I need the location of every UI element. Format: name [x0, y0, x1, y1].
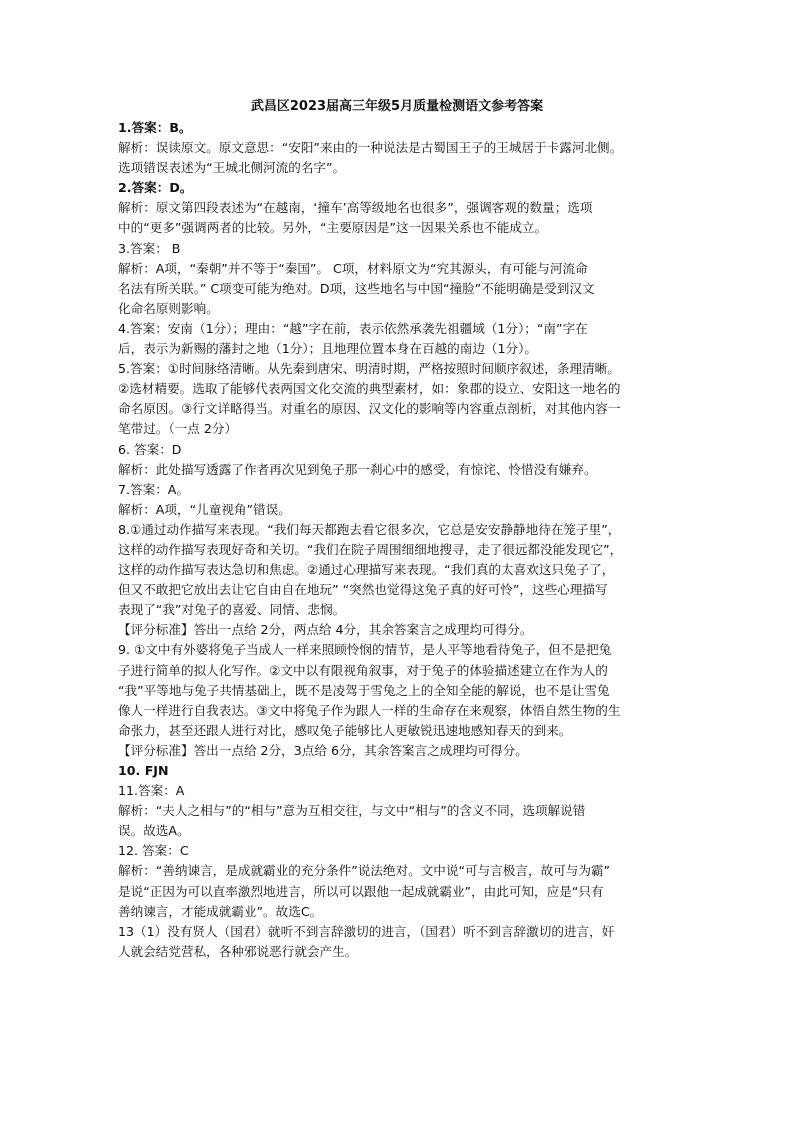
answer-line: 像人一样进行自我表达。③文中将兔子作为跟人一样的生命存在来观察，体悟自然生物的生	[118, 702, 621, 718]
analysis-line: 解析：原文第四段表述为“在越南，‘撞车’高等级地名也很多”，强调客观的数量；选项	[118, 200, 593, 216]
analysis-line: 善纳谏言，才能成就霸业”。故选C。	[118, 903, 323, 919]
answer-line-8: 8.①通过动作描写来表现。“我们每天都跑去看它很多次，它总是安安静静地待在笼子里”，	[118, 521, 621, 537]
answer-line-11: 11.答案：A	[118, 783, 185, 799]
document-title: 武昌区2023届高三年级5月质量检测语文参考答案	[250, 99, 544, 114]
analysis-line: 选项错误表述为“王城北侧河流的名字”。	[118, 160, 346, 176]
analysis-line: 名法有所关联。” C项变可能为绝对。D项，这些地名与中国“撞脸”不能明确是受到汉文	[118, 280, 595, 296]
analysis-line: 解析：此处描写透露了作者再次见到兔子那一刹心中的感受，有惊诧、怜惜没有嫌弃。	[118, 461, 597, 477]
analysis-line: 是说“正因为可以直率激烈地进言，所以可以跟他一起成就霸业”，由此可知，应是“只有	[118, 883, 604, 899]
answer-line-3: 3.答案： B	[118, 240, 181, 256]
analysis-line: 解析：A项，“秦朝”并不等于“秦国”。 C项，材料原文为“究其源头，有可能与河流命	[118, 260, 588, 276]
analysis-line: 化命名原则影响。	[118, 300, 219, 316]
answer-line: 命张力，甚至还跟人进行对比，感叹兔子能够比人更敏锐迅速地感知春天的到来。	[118, 722, 572, 738]
answer-line: 表现了“我”对兔子的喜爱、同情、悲悯。	[118, 602, 346, 618]
analysis-line: 解析：误读原文。原文意思：“安阳”来由的一种说法是古蜀国王子的王城居于卡露河北侧。	[118, 140, 623, 156]
answer-line-12: 12. 答案：C	[118, 843, 189, 859]
scoring-standard: 【评分标准】答出一点给 2分，3点给 6分，其余答案言之成理均可得分。	[118, 742, 528, 758]
answer-line-7: 7.答案：A。	[118, 481, 190, 497]
analysis-line: 中的“更多”强调两者的比较。另外，“主要原因是”这一因果关系也不能成立。	[118, 220, 548, 236]
answer-line-9: 9. ①文中有外婆将兔子当成人一样来照顾怜悯的情节，是人平等地看待兔子，但不是把兔	[118, 642, 612, 658]
answer-line: 后，表示为新赐的藩封之地（1分）；且地理位置本身在百越的南边（1分）。	[118, 341, 538, 357]
answer-content	[118, 118, 678, 962]
answer-line: 但又不敢把它放出去让它自由自在地玩” “突然也觉得这兔子真的好可怜”，这些心理描写	[118, 582, 608, 598]
answer-line-1: 1.答案：B。	[118, 120, 192, 135]
answer-line-2: 2.答案：D。	[118, 180, 193, 196]
answer-line: 人就会结党营私，各种邪说恶行就会产生。	[118, 943, 358, 959]
answer-line-6: 6. 答案：D	[118, 441, 182, 457]
analysis-line: 解析：A项，“儿童视角”错误。	[118, 501, 291, 517]
analysis-line: 误。故选A。	[118, 823, 190, 839]
analysis-line: 解析：“夫人之相与”的“相与”意为互相交往，与文中“相与”的含义不同，选项解说错	[118, 803, 586, 819]
answer-line: 这样的动作描写表达急切和焦虑。②通过心理描写来表现。“我们真的太喜欢这只兔子了，	[118, 562, 615, 578]
analysis-line: 解析：“善纳谏言，是成就霸业的充分条件”说法绝对。文中说“可与言极言，故可与为霸”	[118, 863, 611, 879]
answer-line-10: 10. FJN	[118, 763, 169, 778]
answer-line: 笔带过。（一点 2分）	[118, 421, 238, 437]
answer-line-13: 13（1）没有贤人（国君）就听不到言辞激切的进言，（国君）听不到言辞激切的进言，奸	[118, 923, 615, 939]
answer-line-5: 5.答案：①时间脉络清晰。从先秦到唐宋、明清时期，严格按照时间顺序叙述，条理清晰。	[118, 361, 620, 377]
answer-line: “我”平等地与兔子共情基础上，既不是凌驾于雪兔之上的全知全能的解说，也不是让雪兔	[118, 682, 610, 698]
answer-line: 命名原因。③行文详略得当。对重名的原因、汉文化的影响等内容重点剖析，对其他内容一	[118, 401, 621, 417]
scoring-standard: 【评分标准】答出一点给 2分，两点给 4分，其余答案言之成理均可得分。	[118, 622, 533, 638]
answer-line: 这样的动作描写表现好奇和关切。“我们在院子周围细细地搜寻，走了很远都没能发现它”，	[118, 541, 623, 557]
answer-line-4: 4.答案：安南（1分）；理由：“越”字在前，表示依然承袭先祖疆域（1分）；“南”字在	[118, 320, 588, 336]
answer-line: 子进行简单的拟人化写作。②文中以有限视角叙事，对于兔子的体验描述建立在作为人的	[118, 662, 608, 678]
answer-line: ②选材精要。选取了能够代表两国文化交流的典型素材，如：象郡的设立、安阳这一地名的	[118, 381, 621, 397]
